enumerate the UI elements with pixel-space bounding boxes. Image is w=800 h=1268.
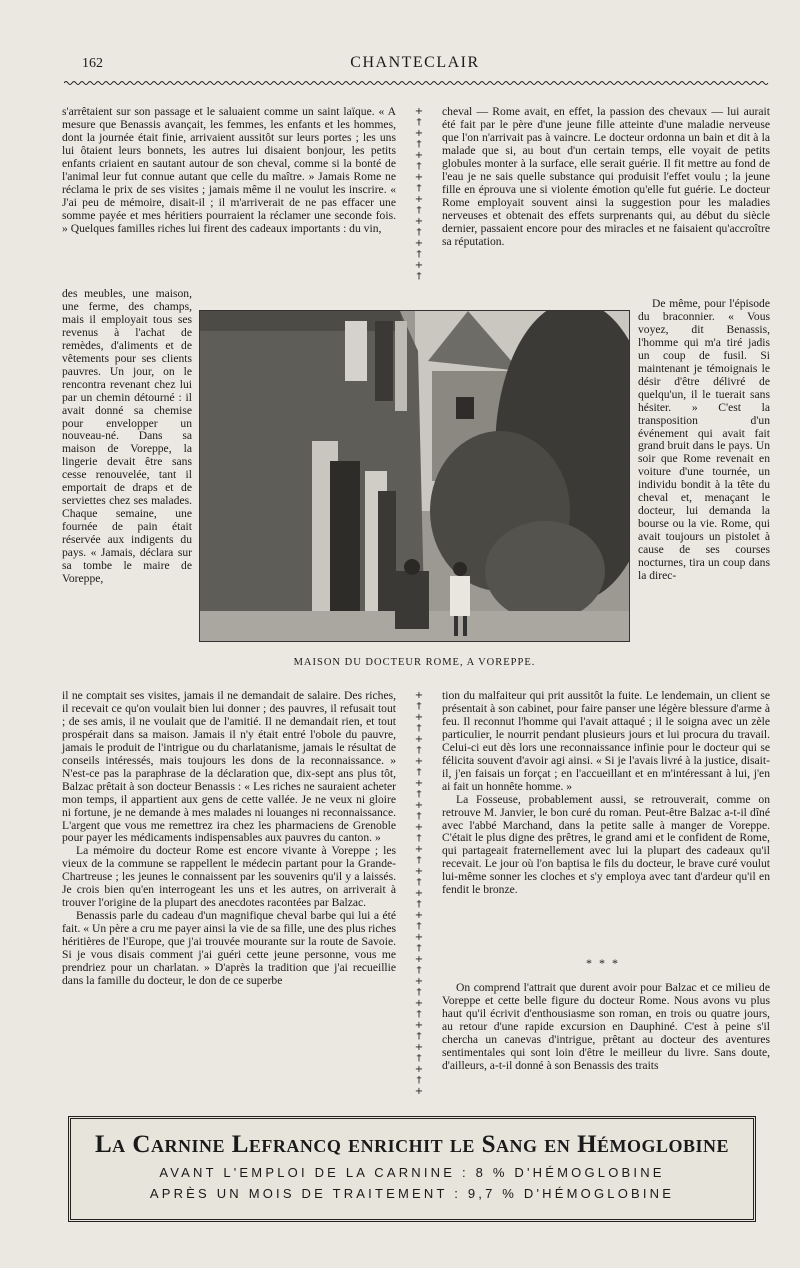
paragraph: des meubles, une maison, une ferme, des champs, mais il employait tous ses revenus à l'achat de remèdes, d'aliments et de vêtements pour ses clients pauvres. Un jour, on le rencontra revenant chez lui par un chemin détourné : il avait donné sa chemise pour envelopper un nouveau-né. Dans sa maison de Voreppe, la lingerie devait être sans cesse renouvelée, tant il emportait de draps et de serviettes chez ses malades. Chaque semaine, une fournée de pain était réservée aux indigents du pays. « Jamais, déclara sur sa tombe le maire de Voreppe, xyxy=(62,287,192,585)
article-text-left-top xyxy=(62,106,396,236)
journal-title: CHANTECLAIR xyxy=(350,54,480,71)
column-ornament-divider-bottom: + † + † + † + † + † + † + † + † + † + † + † + † + † + † + † + † + † + † + xyxy=(414,690,424,1097)
paragraph: cheval — Rome avait, en effet, la passion des chevaux — lui aurait été fait par le père d'une jeune fille atteinte d'une maladie nerveuse que l'on n'arrivait pas à vaincre. Le docteur ordonna un bain et dit à la malade que si, au bout d'un certain temps, elle voyait de petits globules monter à la surface, elle serait guérie. Il fit mettre au fond de l'eau je ne sais quelle substance qui produisit l'effet voulu ; la jeune fille en éprouva une si violente émotion qu'elle fut guérie. Le docteur Rome employait souvent ainsi la suggestion pour les maladies nerveuses et obtenait des effets surprenants qui, au début du siècle dernier, passaient encore pour des miracles et ne faisaient qu'accroître sa réputation. xyxy=(442,105,770,248)
article-text-right-top xyxy=(442,106,770,248)
section-asterism: * * * xyxy=(586,956,620,970)
house-photo-illustration xyxy=(200,311,630,642)
article-text-right-last xyxy=(442,982,770,1073)
page-header xyxy=(60,54,770,78)
paragraph: tion du malfaiteur qui prit aussitôt la fuite. Le lendemain, un client se présentait à son cabinet, pour faire panser une légère blessure d'arme à feu. Il reconnut l'homme qui l'avait attaqué ; il le soigna avec un zèle particulier, le nourrit pendant plusieurs jours et lui procura du travail. Celui-ci eut dès lors une reconnaissance infinie pour le docteur qui se félicita souvent d'avoir agi ainsi. « Si je l'avais livré à la justice, disait-il, j'en faisais un forçat ; en l'accueillant et en m'intéressant à lui, j'en ai fait un honnête homme. » xyxy=(442,689,770,793)
ad-line-after: APRÈS UN MOIS DE TRAITEMENT : 9,7 % D'HÉMOGLOBINE xyxy=(149,1186,675,1201)
photo-caption: MAISON DU DOCTEUR ROME, A VOREPPE. xyxy=(293,657,536,668)
ad-line-before: AVANT L'EMPLOI DE LA CARNINE : 8 % D'HÉMOGLOBINE xyxy=(159,1165,665,1180)
article-text-left-bottom xyxy=(62,690,396,988)
paragraph: La mémoire du docteur Rome est encore vivante à Voreppe ; les vieux de la commune se rappellent le médecin partant pour la Grande-Chartreuse ; les jeunes le connaissent par les souvenirs qu'il y a laissés. Je crois bien qu'en interrogeant les uns et les autres, on arriverait à trouver l'origine de la plupart des anecdotes racontées par Balzac. xyxy=(62,844,396,910)
paragraph: De même, pour l'épisode du braconnier. « Vous voyez, dit Benassis, l'homme qui m'a tiré jadis un coup de fusil. Si maintenant je témoignais le désir d'être délivré de quelqu'un, il le tuerait sans hésiter. » C'est la transposition d'un événement qui avait fait grand bruit dans le pays. Un soir que Rome revenait en voiture d'une tournée, un individu bondit à la tête du cheval et, menaçant le docteur, lui demanda la bourse ou la vie. Rome, qui avait toujours un pistolet à cause de ses courses nocturnes, tira un coup dans la direc- xyxy=(638,297,770,583)
photograph-house xyxy=(199,310,630,642)
paragraph: s'arrêtaient sur son passage et le saluaient comme un saint laïque. « A mesure que Benassis avançait, les femmes, les enfants et les hommes, dont la journée était finie, arrivaient aussitôt sur leurs portes ; les uns lui ôtaient leurs bonnets, les autres lui disaient bonjour, les petits enfants criaient en sautant autour de son cheval, comme si la bonté de l'animal leur fut connue autant que celle du maître. » Jamais Rome ne réclama le prix de ses visites ; jamais même il ne voulut les inscrire. « J'ai peu de mémoire, disait-il ; il m'arriverait de ne pas effacer une somme payée et mes héritiers pourraient la réclamer une seconde fois. » Quelques familles riches lui firent des cadeaux importants : du vin, xyxy=(62,105,396,235)
article-text-right-narrow xyxy=(638,298,770,583)
paragraph: il ne comptait ses visites, jamais il ne demandait de salaire. Des riches, il recevait ce qu'on voulait bien lui donner ; des pauvres, il refusait tout ; de ses amis, il ne voulait que de l'amitié. Il ne demandait rien, et tout prospérait dans sa maison. Jamais il n'y était entré l'obole du pauvre, jamais le produit de l'intrigue ou du charlatanisme, jamais le résultat de conseils intéressés, mais toujours les dons de la reconnaissance. » N'est-ce pas la paraphrase de la déclaration que, dix-sept ans plus tôt, Balzac prêtait à son docteur Benassis : « Les riches ne sauraient acheter mon temps, il appartient aux gens de cette vallée. Je ne veux ni gloire ni fortune, je ne demande à mes malades ni louanges ni reconnaissance. L'argent que vous me remettrez ira chez les pharmaciens de Grenoble pour payer les médicaments indispensables aux pauvres du canton. » xyxy=(62,689,396,845)
column-ornament-divider-top: + † + † + † + † + † + † + † + † xyxy=(414,106,424,282)
article-text-right-bottom xyxy=(442,690,770,897)
paragraph: Benassis parle du cadeau d'un magnifique cheval barbe qui lui a été fait. « Un père a cru me payer ainsi la vie de sa fille, une des plus riches héritières de l'Europe, que j'ai trouvée mourante sur la route de Savoie. Si je vous disais comment j'ai guéri cette jeune personne, vous me prendriez pour un charlatan. » D'après la tradition que j'ai recueillie dans la famille du docteur, le don de ce superbe xyxy=(62,909,396,987)
paragraph: La Fosseuse, probablement aussi, se retrouverait, comme on retrouve M. Janvier, le bon curé du roman. Peut-être Balzac a-t-il dîné avec l'abbé Marchand, dans la petite salle à manger de Voreppe. C'était le plus digne des prêtres, le grand ami et le confident de Rome, qui partageait fraternellement avec lui la plupart des cadeaux qu'il recevait. Le jour où l'on baptisa le fils du docteur, le brave curé voulut lui-même sonner les cloches et s'y employa avec tant d'ardeur qu'il en fendit le bronze. xyxy=(442,792,770,897)
article-text-left-narrow xyxy=(62,288,192,586)
ad-headline: La Carnine Lefrancq enrichit le Sang en Hémoglobine xyxy=(94,1131,730,1158)
page-number: 162 xyxy=(82,56,103,71)
paragraph: On comprend l'attrait que durent avoir pour Balzac et ce milieu de Voreppe et cette belle figure du docteur Rome. Nous avons vu plus haut qu'il écrivit d'enthousiasme son roman, en trois ou quatre jours, au retour d'une rapide excursion en Dauphiné. C'est à peine s'il chercha un canevas d'intrigue, prêtant au docteur des aventures sentimentales qui sont loin d'être le meilleur du livre. Sans doute, d'ailleurs, a-t-il donné à son Benassis des traits xyxy=(442,981,770,1072)
carnine-advertisement xyxy=(68,1116,756,1222)
header-wavy-rule xyxy=(64,80,770,86)
